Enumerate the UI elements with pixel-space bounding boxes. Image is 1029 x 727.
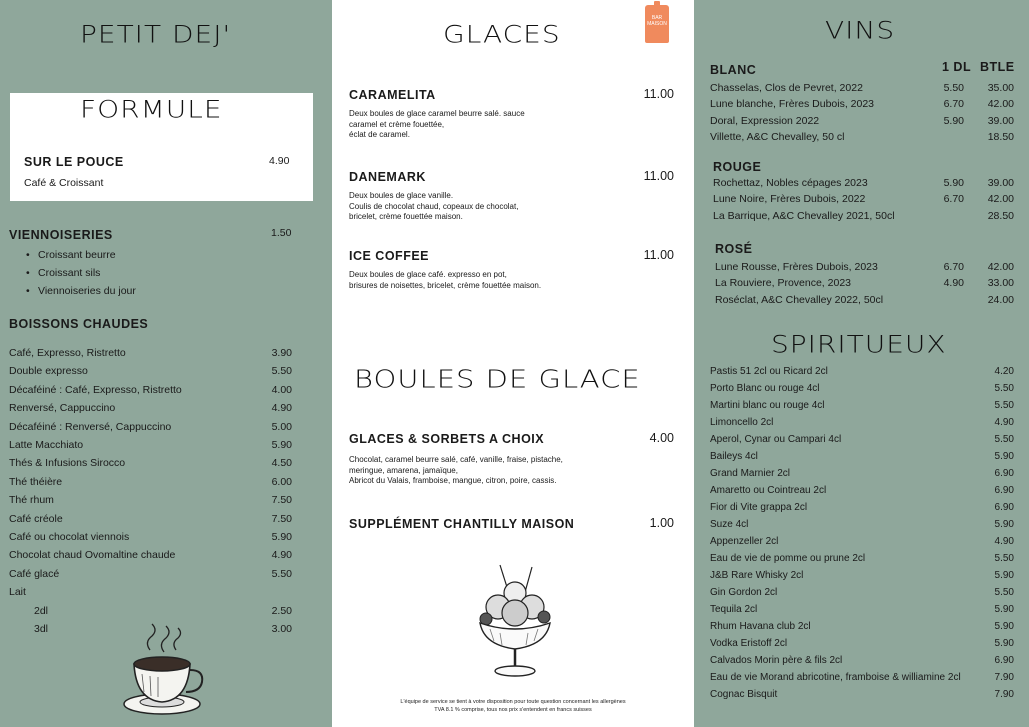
glace-desc-line: Coulis de chocolat chaud, copeaux de chocolat, — [349, 201, 519, 211]
wine-name: Roséclat, A&C Chevalley 2022, 50cl — [715, 293, 884, 306]
boisson-price: 2.50 — [271, 604, 292, 617]
spiritueux-price: 5.90 — [994, 604, 1014, 615]
glace-price: 11.00 — [643, 87, 674, 101]
spiritueux-price: 4.90 — [994, 417, 1014, 428]
boule-price: 1.00 — [649, 516, 674, 530]
spiritueux-name: Amaretto ou Cointreau 2cl — [710, 485, 827, 496]
spiritueux-price: 6.90 — [994, 468, 1014, 479]
vins-column — [694, 0, 1029, 727]
spiritueux-name: Suze 4cl — [710, 519, 749, 530]
spiritueux-title: SPIRITUEUX — [771, 330, 947, 359]
boisson-price: 5.50 — [271, 365, 292, 378]
boisson-name: Café créole — [9, 512, 63, 525]
boisson-name: Décaféiné : Café, Expresso, Ristretto — [9, 383, 182, 396]
boisson-name: Café glacé — [9, 567, 60, 580]
spiritueux-price: 7.90 — [994, 689, 1014, 700]
boisson-name: Décaféiné : Renversé, Cappuccino — [9, 420, 172, 433]
wine-name: Chasselas, Clos de Pevret, 2022 — [710, 82, 863, 94]
glace-desc-line: brisures de noisettes, bricelet, crème fouettée maison. — [349, 280, 542, 290]
spiritueux-price: 6.90 — [994, 655, 1014, 666]
wine-btle-price: 24.00 — [987, 293, 1014, 306]
boisson-name: Latte Macchiato — [9, 439, 84, 451]
formule-item-name: SUR LE POUCE — [24, 155, 124, 169]
boisson-price: 4.90 — [271, 549, 292, 562]
bullet-dot: • — [26, 249, 30, 261]
boisson-price: 4.00 — [271, 383, 292, 396]
wine-name: Villette, A&C Chevalley, 50 cl — [710, 130, 845, 143]
wine-dl-price: 6.70 — [943, 193, 964, 206]
boisson-name: Lait — [9, 586, 26, 599]
spiritueux-price: 5.50 — [994, 553, 1014, 564]
boisson-name: Thés & Infusions Sirocco — [9, 457, 126, 470]
spiritueux-price: 5.90 — [994, 570, 1014, 581]
spiritueux-price: 4.90 — [994, 536, 1014, 547]
glace-price: 11.00 — [643, 248, 674, 262]
boisson-name: Renversé, Cappuccino — [9, 402, 116, 415]
spiritueux-price: 5.90 — [994, 451, 1014, 462]
spiritueux-name: Fior di Vite grappa 2cl — [710, 502, 808, 513]
petit-dej-title: PETIT DEJ' — [80, 20, 232, 49]
boisson-price: 3.00 — [271, 623, 292, 635]
glaces-title: GLACES — [443, 20, 561, 49]
vins-title: VINS — [825, 16, 896, 45]
spiritueux-name: Porto Blanc ou rouge 4cl — [710, 383, 820, 394]
glace-desc-line: bricelet, crème fouettée maison. — [349, 212, 463, 221]
wine-dl-price: 6.70 — [943, 98, 964, 111]
glace-desc-line: caramel et crème fouettée, — [349, 119, 445, 129]
spiritueux-name: Baileys 4cl — [710, 451, 758, 462]
wine-btle-price: 39.00 — [987, 114, 1014, 127]
spiritueux-name: Martini blanc ou rouge 4cl — [710, 400, 825, 411]
boisson-price: 5.90 — [271, 439, 292, 451]
boule-name: GLACES & SORBETS A CHOIX — [349, 432, 545, 446]
formule-box — [10, 93, 313, 201]
wine-name: La Barrique, A&C Chevalley 2021, 50cl — [713, 209, 895, 222]
spiritueux-price: 5.50 — [994, 434, 1014, 445]
sundae-icon — [470, 563, 560, 681]
wine-dl-price: 5.90 — [943, 114, 964, 127]
spiritueux-name: Eau de vie de pomme ou prune 2cl — [710, 553, 866, 564]
viennoiserie-item: Croissant beurre — [38, 249, 116, 261]
spiritueux-price: 5.90 — [994, 621, 1014, 632]
glace-name: CARAMELITA — [349, 88, 436, 102]
bar-logo-icon: BAR MAISON — [645, 5, 669, 43]
boissons-title: BOISSONS CHAUDES — [9, 317, 149, 331]
formule-item-desc: Café & Croissant — [24, 177, 104, 189]
boisson-name: 3dl — [34, 623, 49, 635]
wine-name: Rochettaz, Nobles cépages 2023 — [713, 177, 868, 189]
spiritueux-name: Appenzeller 2cl — [710, 536, 779, 547]
rose-title: ROSÉ — [715, 242, 753, 256]
petit-dej-column — [0, 0, 332, 727]
boule-desc-line: Chocolat, caramel beurre salé, café, vanille, fraise, pistache, — [349, 455, 563, 464]
boisson-price: 5.00 — [271, 420, 292, 433]
coffee-cup-icon — [112, 622, 212, 722]
boisson-price: 5.90 — [271, 531, 292, 543]
viennoiseries-title: VIENNOISERIES — [9, 228, 113, 242]
rouge-title: ROUGE — [713, 160, 762, 174]
glace-desc-line: Deux boules de glace café. expresso en pot, — [349, 270, 507, 279]
boule-price: 4.00 — [649, 431, 674, 445]
glace-desc-line: éclat de caramel. — [349, 130, 410, 139]
boule-desc-line: meringue, amarena, jamaïque, — [349, 465, 458, 475]
wine-btle-price: 35.00 — [987, 82, 1014, 94]
wine-name: La Rouviere, Provence, 2023 — [715, 277, 852, 290]
boisson-price: 4.90 — [271, 402, 292, 415]
boisson-price: 3.90 — [271, 347, 292, 359]
spiritueux-price: 5.50 — [994, 587, 1014, 598]
spiritueux-name: Tequila 2cl — [710, 604, 758, 615]
spiritueux-name: Grand Marnier 2cl — [710, 468, 791, 479]
spiritueux-price: 4.20 — [994, 366, 1014, 377]
spiritueux-name: Gin Gordon 2cl — [710, 587, 778, 598]
boisson-price: 7.50 — [271, 512, 292, 525]
spiritueux-price: 6.90 — [994, 502, 1014, 513]
blanc-title: BLANC — [710, 63, 757, 77]
viennoiseries-price: 1.50 — [271, 227, 292, 239]
wine-name: Lune blanche, Frères Dubois, 2023 — [710, 98, 875, 111]
viennoiserie-item: Croissant sils — [38, 267, 101, 279]
boisson-name: Double expresso — [9, 365, 88, 378]
wine-dl-price: 6.70 — [943, 261, 964, 273]
col-btle-header: BTLE — [980, 60, 1015, 74]
spiritueux-price: 5.90 — [994, 519, 1014, 530]
footer-note: L'équipe de service se tient à votre disposition pour toute question concernant les allergènes TVA 8.1 % comprise, tous nos prix s'entendent en francs suisses — [400, 699, 626, 713]
boisson-price: 6.00 — [271, 475, 292, 488]
bullet-dot: • — [26, 267, 30, 279]
spiritueux-name: Eau de vie Morand abricotine, framboise & williamine 2cl — [710, 672, 961, 683]
wine-dl-price: 5.50 — [943, 82, 964, 94]
boisson-name: 2dl — [34, 604, 49, 617]
spiritueux-name: Aperol, Cynar ou Campari 4cl — [710, 434, 842, 445]
spiritueux-price: 6.90 — [994, 485, 1014, 496]
spiritueux-name: Calvados Morin père & fils 2cl — [710, 655, 843, 666]
wine-dl-price: 5.90 — [943, 177, 964, 189]
boisson-name: Café, Expresso, Ristretto — [9, 347, 126, 359]
spiritueux-name: Cognac Bisquit — [710, 689, 778, 700]
spiritueux-name: J&B Rare Whisky 2cl — [710, 570, 804, 581]
wine-btle-price: 28.50 — [987, 209, 1014, 222]
wine-btle-price: 33.00 — [987, 277, 1014, 290]
boisson-price: 4.50 — [271, 457, 292, 470]
boisson-name: Thé théière — [9, 475, 63, 488]
wine-name: Lune Noire, Frères Dubois, 2022 — [713, 193, 866, 206]
spiritueux-name: Pastis 51 2cl ou Ricard 2cl — [710, 366, 828, 377]
wine-btle-price: 42.00 — [987, 261, 1014, 273]
wine-name: Lune Rousse, Frères Dubois, 2023 — [715, 261, 878, 273]
wine-dl-price: 4.90 — [943, 277, 964, 290]
spiritueux-price: 5.50 — [994, 400, 1014, 411]
spiritueux-name: Rhum Havana club 2cl — [710, 621, 811, 632]
boules-title: BOULES DE GLACE — [354, 364, 641, 394]
glace-price: 11.00 — [643, 169, 674, 183]
spiritueux-price: 7.90 — [994, 672, 1014, 683]
glaces-column — [332, 0, 694, 727]
bullet-dot: • — [26, 285, 30, 297]
boisson-price: 5.50 — [271, 567, 292, 580]
wine-btle-price: 18.50 — [987, 130, 1014, 143]
boisson-price: 7.50 — [271, 494, 292, 507]
wine-name: Doral, Expression 2022 — [710, 114, 820, 127]
wine-btle-price: 42.00 — [987, 193, 1014, 206]
glace-desc-line: Deux boules de glace vanille. — [349, 191, 454, 200]
formule-title: FORMULE — [80, 95, 223, 124]
boisson-name: Café ou chocolat viennois — [9, 531, 130, 543]
viennoiserie-item: Viennoiseries du jour — [38, 285, 136, 297]
wine-btle-price: 42.00 — [987, 98, 1014, 111]
boisson-name: Chocolat chaud Ovomaltine chaude — [9, 549, 176, 562]
spiritueux-price: 5.90 — [994, 638, 1014, 649]
boule-name: SUPPLÉMENT CHANTILLY MAISON — [349, 517, 575, 531]
glace-desc-line: Deux boules de glace caramel beurre salé. sauce — [349, 109, 525, 118]
wine-btle-price: 39.00 — [987, 177, 1014, 189]
spiritueux-name: Vodka Eristoff 2cl — [710, 638, 788, 649]
glace-name: ICE COFFEE — [349, 249, 430, 263]
formule-item-price: 4.90 — [269, 155, 290, 167]
col-dl-header: 1 DL — [942, 60, 972, 74]
glace-name: DANEMARK — [349, 170, 426, 184]
boisson-name: Thé rhum — [9, 494, 54, 507]
boule-desc-line: Abricot du Valais, framboise, mangue, citron, poire, cassis. — [349, 476, 557, 485]
spiritueux-name: Limoncello 2cl — [710, 417, 774, 428]
spiritueux-price: 5.50 — [994, 383, 1014, 394]
